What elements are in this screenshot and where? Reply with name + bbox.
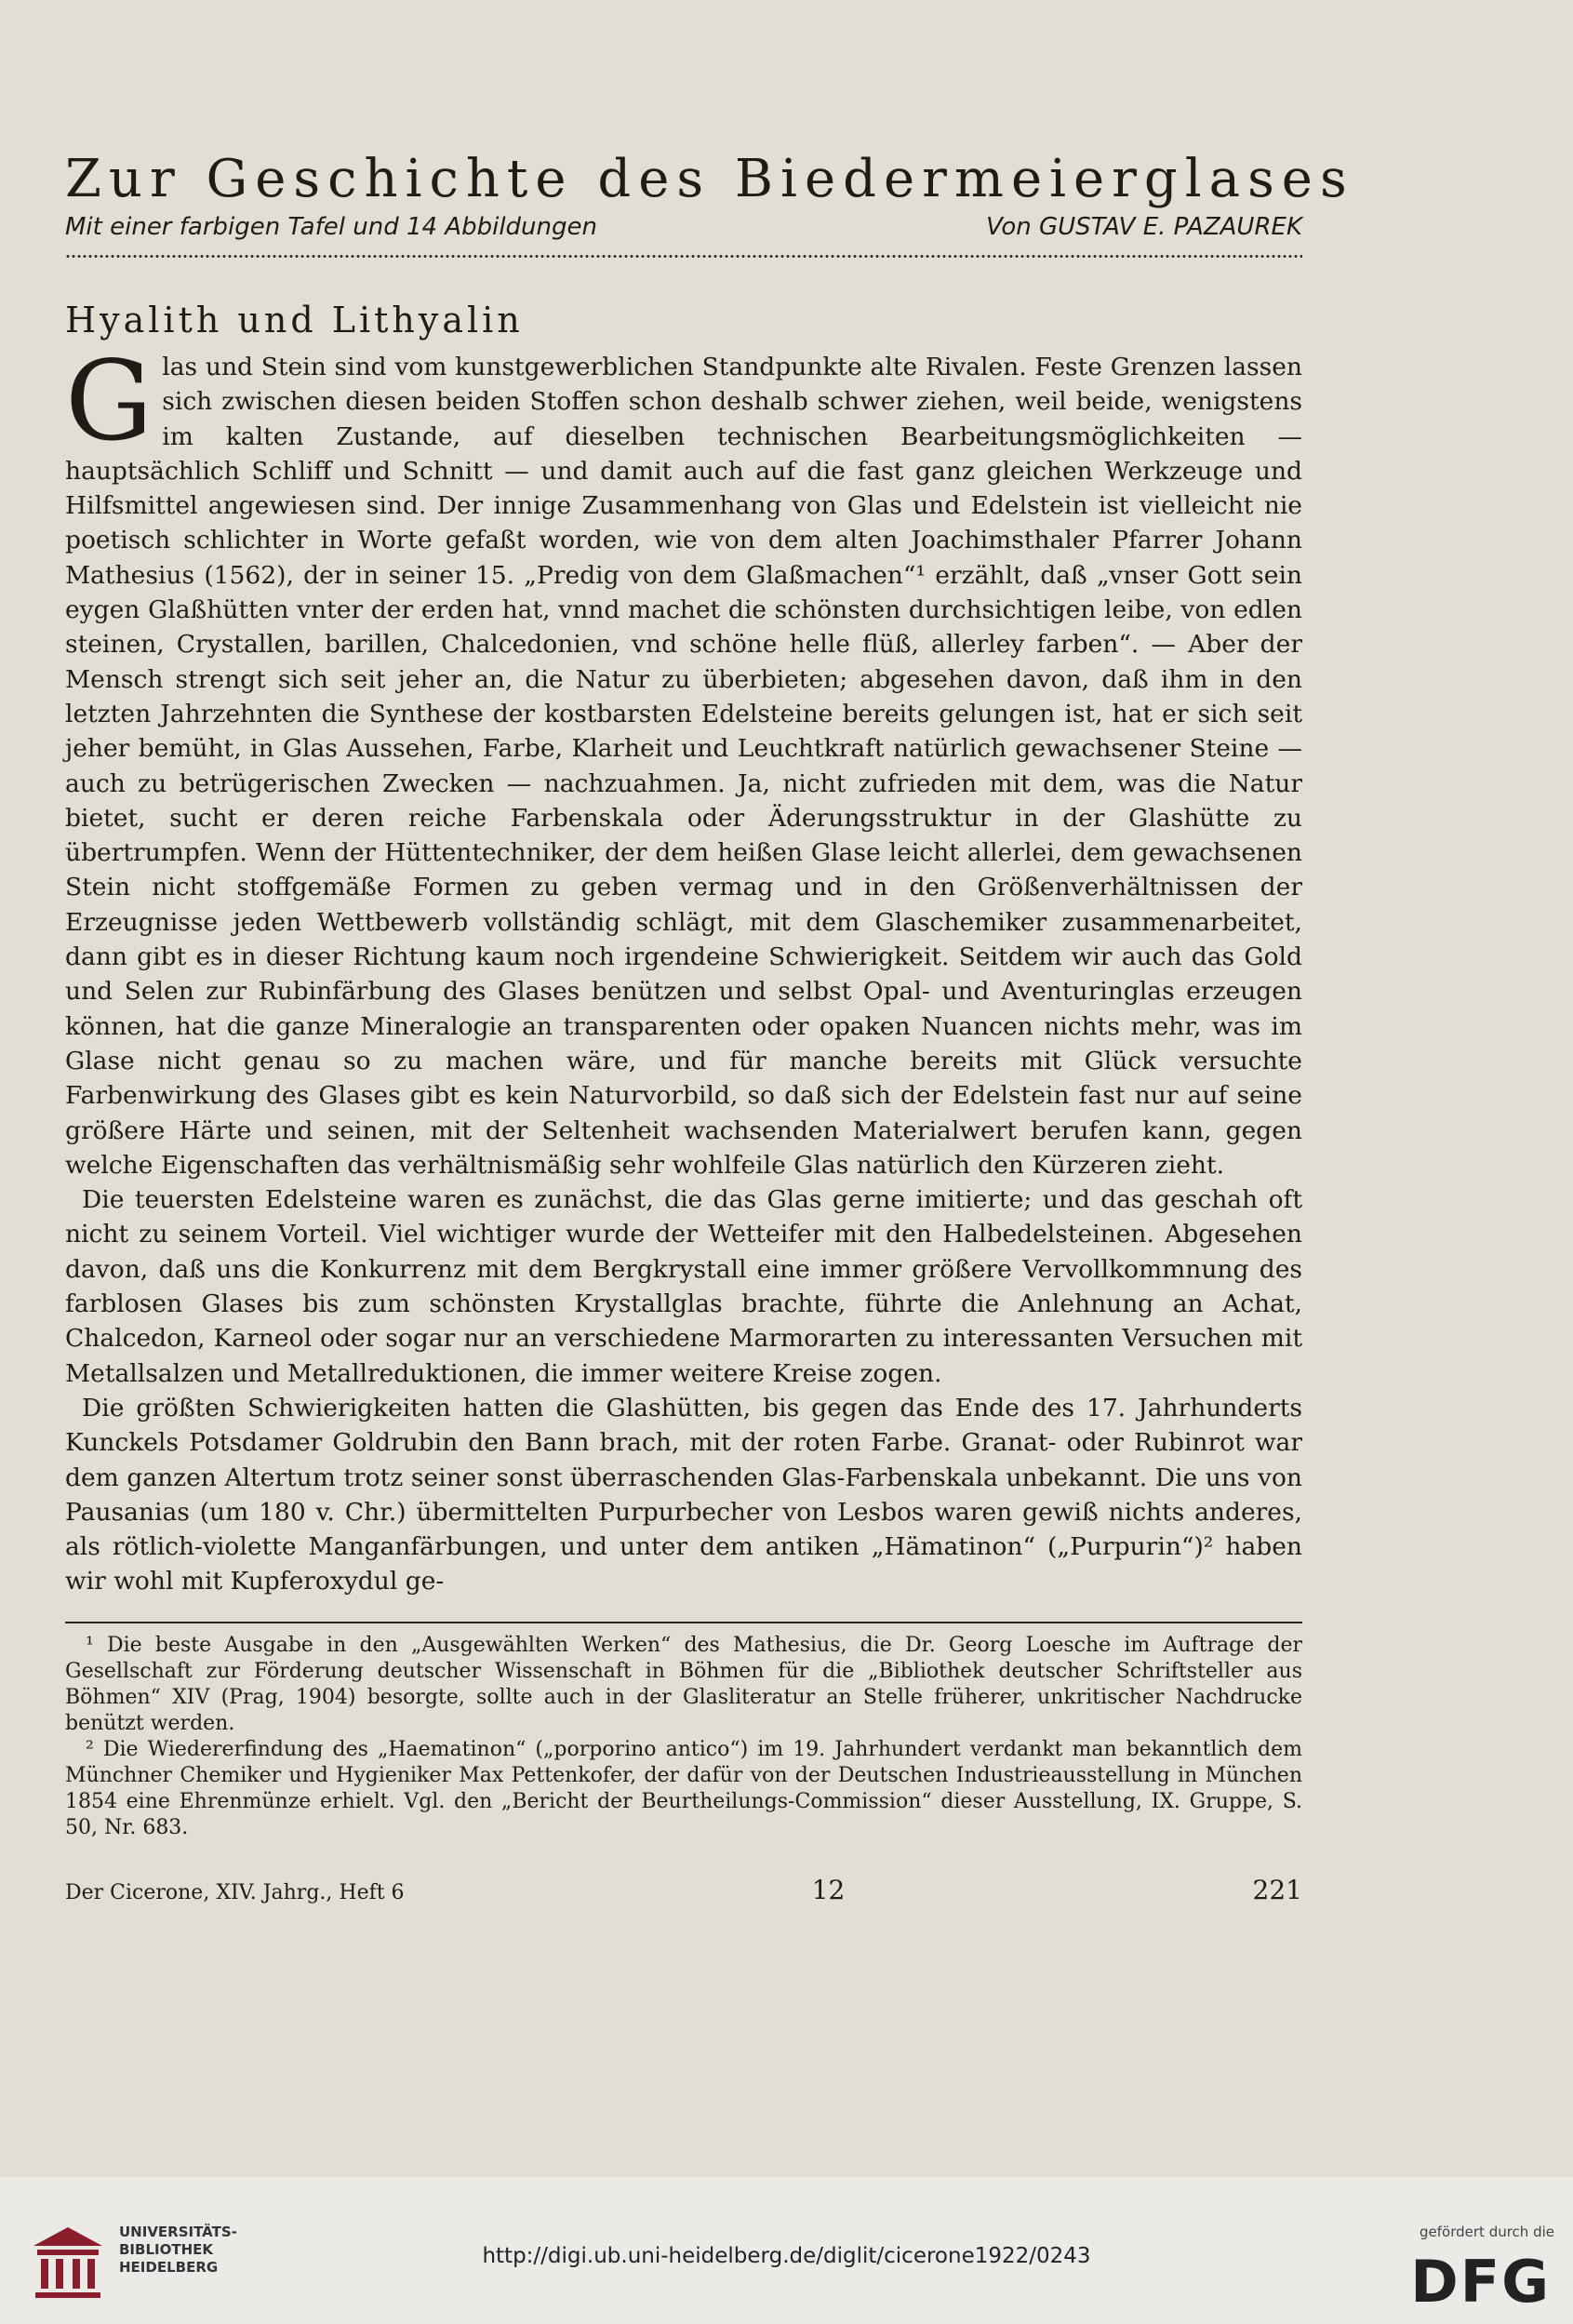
- byline-row: [65, 213, 1302, 241]
- paragraph-3: Die größten Schwierigkeiten hatten die Glashütten, bis gegen das Ende des 17. Jahrhunderts Kunckels Potsdamer Goldrubin den Bann brach, mit der roten Farbe. Granat- oder Rubinrot war dem ganzen Altertum trotz seiner sonst überraschenden Glas-Farbenskala unbekannt. Die uns von Pausanias (um 180 v. Chr.) übermittelten Purpurbecher von Lesbos waren gewiß nichts anderes, als rötlich-violette Manganfärbungen, und unter dem antiken „Hämatinon“ („Purpurin“)² haben wir wohl mit Kupferoxydul ge-: [65, 1393, 1302, 1596]
- library-line-2: BIBLIOTHEK: [119, 2241, 213, 2258]
- paragraph-1-text: las und Stein sind vom kunstgewerblichen Standpunkte alte Rivalen. Feste Grenzen lassen sich zwischen diesen beiden Stoffen schon deshalb schwer ziehen, weil beide, wenigstens im kalten Zustande, auf dieselben technischen Bearbeitungsmöglichkeiten — hauptsächlich Schliff und Schnitt — und damit auch auf die fast ganz gleichen Werkzeuge und Hilfsmittel angewiesen sind. Der innige Zusammenhang von Glas und Edelstein ist vielleicht nie poetisch schlichter in Worte gefaßt worden, wie von dem alten Joachimsthaler Pfarrer Johann Mathesius (1562), der in seiner 15. „Predig von dem Glaßmachen“¹ erzählt, daß „vnser Gott sein eygen Glaßhütten vnter der erden hat, vnnd machet die schönsten durchsichtigen leibe, von edlen steinen, Crystallen, barillen, Chalcedonien, vnd schöne helle flüß, allerley farben“. — Aber der Mensch strengt sich seit jeher an, die Natur zu überbieten; abgesehen davon, daß ihm in den letzten Jahrzehnten die Synthese der kostbarsten Edelsteine bereits gelungen ist, hat er sich seit jeher bemüht, in Glas Aussehen, Farbe, Klarheit und Leuchtkraft natürlich gewachsener Steine — auch zu betrügerischen Zwecken — nachzuahmen. Ja, nicht zufrieden mit dem, was die Natur bietet, sucht er deren reiche Farbenskala oder Äderungsstruktur in der Glashütte zu übertrumpfen. Wenn der Hüttentechniker, der dem heißen Glase leicht allerlei, dem gewachsenen Stein nicht stoffgemäße Formen zu geben vermag und in den Größenverhältnissen der Erzeugnisse jeden Wettbewerb vollständig schlägt, mit dem Glaschemiker zusammenarbeitet, dann gibt es in dieser Richtung kaum noch irgendeine Schwierigkeit. Seitdem wir auch das Gold und Selen zur Rubinfärbung des Glases benützen und selbst Opal- und Aventuringlas erzeugen können, hat die ganze Mineralogie an transparenten oder opaken Nuancen nichts mehr, was im Glase nicht genau so zu machen wäre, und für manche bereits mit Glück versuchte Farbenwirkung des Glases gibt es kein Naturvorbild, so daß sich der Edelstein fast nur auf seine größere Härte und seinen, mit der Seltenheit wachsenden Materialwert berufen kann, gegen welche Eigenschaften das verhältnismäßig sehr wohlfeile Glas natürlich den Kürzeren zieht.: [65, 353, 1302, 1180]
- running-footer: Der Cicerone, XIV. Jahrg., Heft 6: [65, 1880, 405, 1904]
- page-content: [65, 149, 1354, 1905]
- page-footer: [65, 1875, 1302, 1905]
- digitization-banner: [0, 2177, 1573, 2324]
- signature-number: 12: [811, 1874, 846, 1905]
- footnote-1: ¹ Die beste Ausgabe in den „Ausgewählten Werken“ des Mathesius, die Dr. Georg Loesche im Auftrage der Gesellschaft zur Förderung deutscher Wissenschaft in Böhmen für die „Bibliothek deutscher Schriftsteller aus Böhmen“ XIV (Prag, 1904) besorgte, sollte auch in der Glasliteratur an Stelle früherer, unkritischer Nachdrucke benützt werden.: [65, 1633, 1302, 1735]
- article-author: Von GUSTAV E. PAZAUREK: [986, 213, 1302, 241]
- article-subtitle: Mit einer farbigen Tafel und 14 Abbildungen: [65, 213, 597, 241]
- funder-caption: gefördert durch die: [1420, 2224, 1554, 2240]
- library-line-3: HEIDELBERG: [119, 2259, 219, 2276]
- article-body: [65, 337, 1302, 1599]
- drop-cap: G: [65, 337, 153, 465]
- digital-url[interactable]: http://digi.ub.uni-heidelberg.de/diglit/cicerone1922/0243: [482, 2244, 1091, 2268]
- footnote-2: ² Die Wiedererfindung des „Haematinon“ („porporino antico“) im 19. Jahrhundert verdankt man bekanntlich dem Münchner Chemiker und Hygieniker Max Pettenkofer, der dafür von der Deutschen Industrieausstellung in München 1854 eine Ehrenmünze erhielt. Vgl. den „Bericht der Beurtheilungs-Commission“ dieser Ausstellung, IX. Gruppe, S. 50, Nr. 683.: [65, 1737, 1302, 1839]
- paragraph-1: [65, 337, 1302, 1182]
- library-line-1: UNIVERSITÄTS-: [119, 2224, 237, 2240]
- article-title: Zur Geschichte des Biedermeierglases: [65, 149, 1354, 209]
- section-heading: Hyalith und Lithyalin: [65, 300, 524, 341]
- footnote-rule: [65, 1622, 1302, 1623]
- dfg-logo: DFG: [1410, 2248, 1551, 2316]
- paragraph-2: Die teuersten Edelsteine waren es zunächst, die das Glas gerne imitierte; und das geschah oft nicht zu seinem Vorteil. Viel wichtiger wurde der Wetteifer mit den Halbedelsteinen. Abgesehen davon, daß uns die Konkurrenz mit dem Bergkrystall eine immer größere Vervollkommnung des farblosen Glases bis zum schönsten Krystallglas brachte, führte die Anlehnung an Achat, Chalcedon, Karneol oder sogar nur an verschiedene Marmorarten zu interessanten Versuchen mit Metallsalzen und Metallreduktionen, die immer weitere Kreise zogen.: [65, 1185, 1302, 1388]
- footnotes: [65, 1633, 1302, 1841]
- page-number: 221: [1252, 1874, 1302, 1905]
- dotted-rule: [65, 254, 1302, 259]
